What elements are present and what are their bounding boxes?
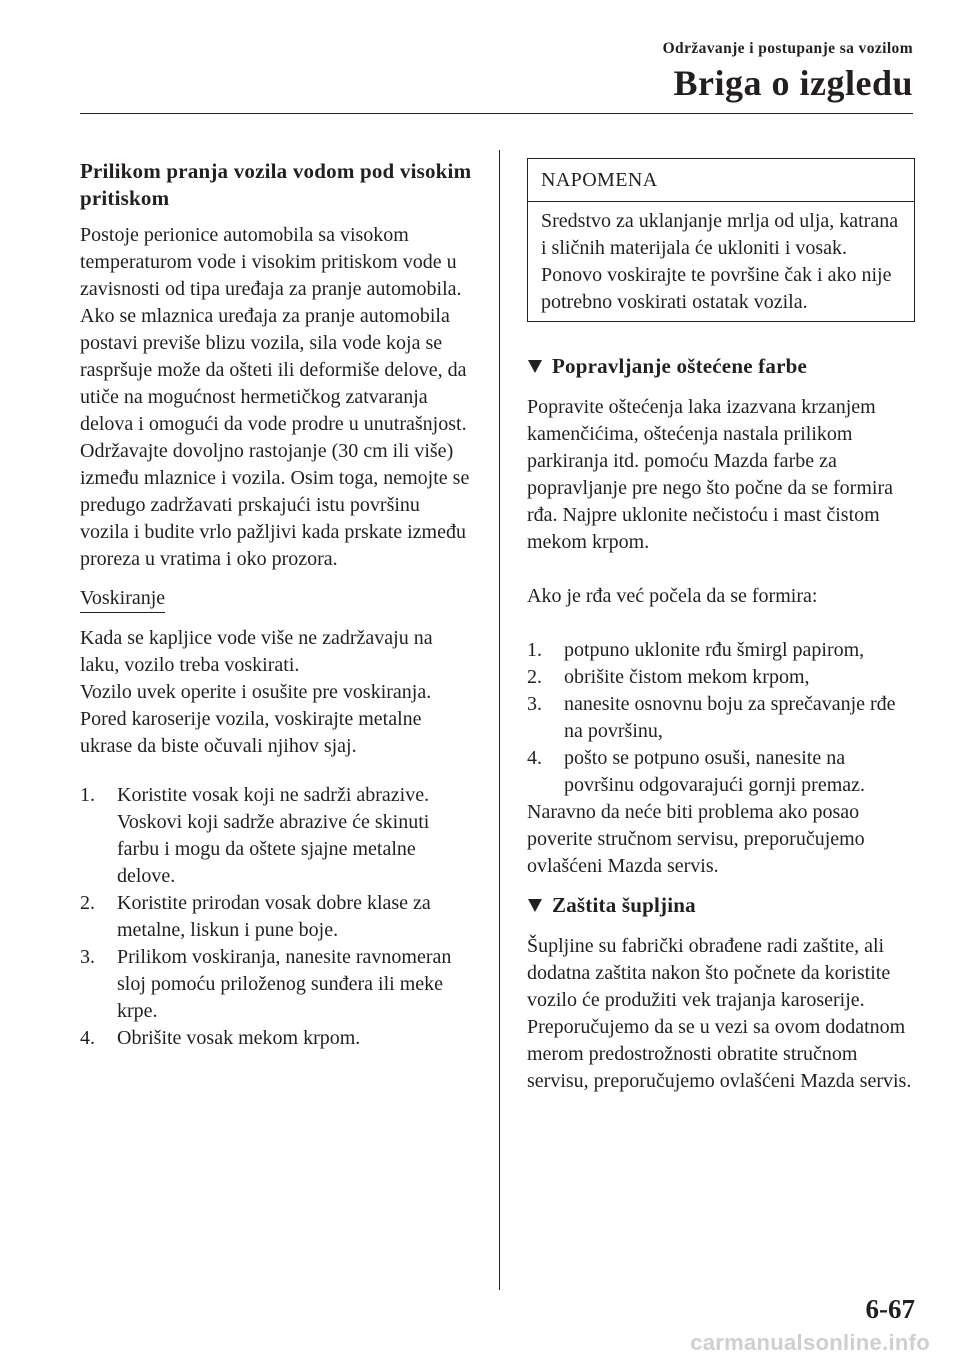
column-divider [499,150,500,1290]
list-item-number: 1. [80,784,95,806]
cavity-protection-heading-text: Zaštita šupljina [552,893,696,917]
list-item-number: 2. [80,892,95,914]
header-rule [80,113,913,114]
note-box [527,158,915,322]
paint-repair-heading-text: Popravljanje oštećene farbe [552,354,807,378]
list-item-number: 1. [527,639,542,661]
cavity-paragraph-2: Preporučujemo da se u vezi sa ovom dodatnom merom predostrožnosti obratite stručnom servisu, preporučujemo ovlašćeni Mazda servis. [527,1016,912,1092]
high-pressure-heading: Prilikom pranja vozila vodom pod visokim pritiskom [80,159,472,210]
rust-steps-list [527,637,915,799]
list-item-text: potpuno uklonite rđu šmirgl papirom, [564,639,865,661]
right-column [527,158,915,1095]
list-item-text: pošto se potpuno osuši, nanesite na površinu odgovarajući gornji premaz. [564,747,866,796]
list-item [527,691,915,745]
section-title: Briga o izgledu [673,63,913,103]
waxing-steps-list [80,782,472,1052]
list-item [80,1025,472,1052]
note-text: Sredstvo za uklanjanje mrlja od ulja, katrana i sličnih materijala će ukloniti i vosak. Ponovo voskirajte te površine čak i ako nije potrebno voskirati ostatak vozila. [541,210,899,313]
paint-repair-heading [527,353,915,380]
paint-repair-paragraph: Popravite oštećenja laka izazvana krzanjem kamenčićima, oštećenja nastala prilikom parkiranja itd. pomoću Mazda farbe za popravljanje pre nego što počne da se formira rđa. Najpre uklonite nečistoću i mast čistom mekom krpom. [527,396,893,553]
list-item-text: Koristite prirodan vosak dobre klase za metalne, liskun i pune boje. [117,892,431,941]
running-head [663,40,913,104]
list-item-text: nanesite osnovnu boju za sprečavanje rđe na površinu, [564,693,896,742]
list-item-text: Obrišite vosak mekom krpom. [117,1027,361,1049]
list-item-number: 2. [527,666,542,688]
list-item-text: obrišite čistom mekom krpom, [564,666,810,688]
waxing-heading: Voskiranje [80,585,165,613]
list-item [80,944,472,1025]
list-item-number: 3. [527,693,542,715]
triangle-bullet-icon [528,360,542,373]
chapter-title: Održavanje i postupanje sa vozilom [662,40,913,57]
list-item [80,782,472,890]
list-item-number: 3. [80,946,95,968]
high-pressure-paragraph: Postoje perionice automobila sa visokom temperaturom vode i visokim pritiskom vode u zavisnosti od tipa uređaja za pranje automobila. Ako se mlaznica uređaja za pranje automobila postavi previše blizu vozila, sila vode koja se raspršuje može da ošteti ili deformiše delove, da utiče na mogućnost hermetičkog zatvaranja delova i omogući da vode prodre u unutrašnjost. Održavajte dovoljno rastojanje (30 cm ili više) između mlaznice i vozila. Osim toga, nemojte se predugo zadržavati prskajući istu površinu vozila i budite vrlo pažljivi kada prskate između proreza u vratima i oko prozora. [80,224,470,570]
list-item-number: 4. [80,1027,95,1049]
note-title: NAPOMENA [528,159,914,202]
left-column [80,158,472,1052]
list-item [527,637,915,664]
list-item-text: Koristite vosak koji ne sadrži abrazive. Voskovi koji sadrže abrazive će skinuti farbu i mogu da oštete sjajne metalne delove. [117,784,430,887]
list-item [527,745,915,799]
rust-intro: Ako je rđa već počela da se formira: [527,585,818,607]
list-item-number: 4. [527,747,542,769]
list-item [527,664,915,691]
waxing-paragraph-1: Kada se kapljice vode više ne zadržavaju na laku, vozilo treba voskirati. [80,627,433,676]
list-item-text: Prilikom voskiranja, nanesite ravnomeran sloj pomoću priloženog sunđera ili meke krpe. [117,946,452,1022]
list-item [80,890,472,944]
triangle-bullet-icon [528,899,542,912]
watermark: carmanualsonline.info [690,1330,930,1355]
cavity-protection-heading [527,892,915,919]
waxing-paragraph-2: Vozilo uvek operite i osušite pre voskiranja. Pored karoserije vozila, voskirajte metalne ukrase da biste očuvali njihov sjaj. [80,681,432,757]
page-number: 6-67 [865,1294,915,1324]
paint-repair-outro: Naravno da neće biti problema ako posao poverite stručnom servisu, preporučujemo ovlašćeni Mazda servis. [527,801,865,877]
cavity-paragraph-1: Šupljine su fabrički obrađene radi zaštite, ali dodatna zaštita nakon što počnete da koristite vozilo će produžiti vek trajanja karoserije. [527,935,891,1011]
